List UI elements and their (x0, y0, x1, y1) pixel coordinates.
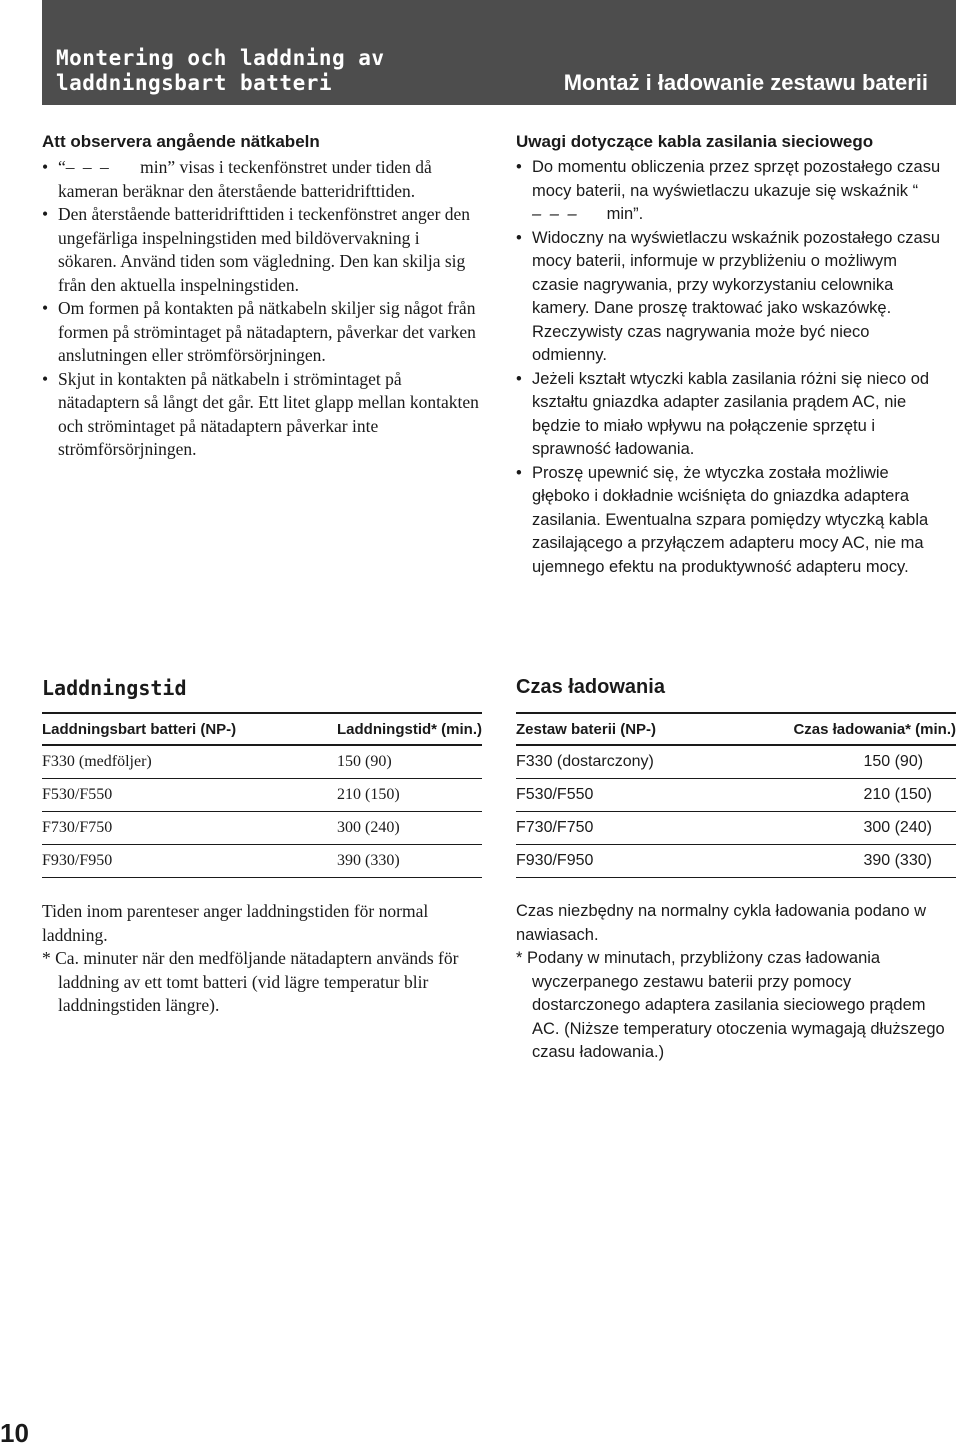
polish-section-title: Montaż i ładowanie zestawu baterii (563, 70, 928, 95)
table-row (516, 745, 956, 779)
footnote: Czas niezbędny na normalny cykla ładowania podano w nawiasach. (516, 902, 926, 944)
battery-cell: F330 (medföljer) (42, 745, 337, 779)
time-cell: 390 (330) (793, 845, 956, 878)
time-cell: 210 (150) (793, 779, 956, 812)
list-item: • “– – – min” visas i teckenfönstret under tiden då kameran beräknar den återstående batteridrifttiden. (42, 156, 482, 203)
table-row (42, 812, 482, 845)
polish-notes-column (516, 130, 946, 579)
table-row (42, 745, 482, 779)
battery-cell: F930/F950 (516, 845, 793, 878)
table-row (516, 812, 956, 845)
list-item: • Skjut in kontakten på nätkabeln i strömintaget på nätadaptern så långt det går. Ett litet glapp mellan kontakten och strömintaget på nätadaptern påverkar inte strömförsörjningen. (42, 368, 482, 462)
table-row (42, 779, 482, 812)
battery-cell: F730/F750 (516, 812, 793, 845)
list-item: • Do momentu obliczenia przez sprzęt pozostałego czasu mocy baterii, na wyświetlaczu ukazuje się wskaźnik “– – – min”. (516, 156, 946, 227)
page-header-bar (42, 0, 956, 105)
dash-indicator: – – – (532, 205, 579, 223)
table-row (42, 845, 482, 878)
list-item: • Om formen på kontakten på nätkabeln skiljer sig något från formen på strömintaget på nätadaptern, påverkar det varken anslutningen eller strömförsörjningen. (42, 297, 482, 368)
list-item: • Proszę upewnić się, że wtyczka została możliwie głęboko i dokładnie wciśnięta do gniazdka adaptera zasilania. Ewentualna szpara pomiędzy wtyczką kabla zasilającego a przyłączem adapteru mocy AC, nie ma ujemnego efektu na produktywność adapteru mocy. (516, 462, 946, 580)
table-row (516, 845, 956, 878)
dash-indicator: – – – (65, 157, 111, 177)
time-cell: 150 (90) (793, 745, 956, 779)
page-number: 10 (0, 1418, 29, 1448)
table-header-row (516, 713, 956, 745)
column-header-battery: Laddningsbart batteri (NP-) (42, 713, 337, 745)
polish-notes-heading: Uwagi dotyczące kabla zasilania sieciowego (516, 132, 874, 151)
time-cell: 150 (90) (337, 745, 482, 779)
swedish-section-title: Montering och laddning av laddningsbart batteri (56, 46, 385, 95)
battery-cell: F530/F550 (42, 779, 337, 812)
column-header-battery: Zestaw baterii (NP-) (516, 713, 793, 745)
polish-charging-table (516, 712, 956, 878)
polish-notes-list (516, 156, 946, 579)
list-item: • Widoczny na wyświetlaczu wskaźnik pozostałego czasu mocy baterii, informuje w przybliżeniu o możliwym czasie nagrywania, przy wykorzystaniu celownika kamery. Dane proszę traktować jako wskazówkę. Rzeczywisty czas nagrywania może być nieco odmienny. (516, 227, 946, 368)
column-header-time: Czas ładowania* (min.) (793, 713, 956, 745)
time-cell: 210 (150) (337, 779, 482, 812)
table-row (516, 779, 956, 812)
time-cell: 300 (240) (337, 812, 482, 845)
time-cell: 300 (240) (793, 812, 956, 845)
swedish-footnotes (42, 900, 482, 1018)
column-header-time: Laddningstid* (min.) (337, 713, 482, 745)
battery-cell: F930/F950 (42, 845, 337, 878)
swedish-notes-column (42, 130, 482, 462)
swedish-charging-time-heading: Laddningstid (42, 676, 187, 700)
list-item: • Jeżeli kształt wtyczki kabla zasilania różni się nieco od kształtu gniazdka adapter zasilania prądem AC, nie będzie to miało wpływu na połączenie sprzętu i sprawność ładowania. (516, 368, 946, 462)
list-item: • Den återstående batteridrifttiden i teckenfönstret anger den ungefärliga inspelningstiden med bildövervakning i sökaren. Använd tiden som vägledning. Den kan skilja sig från den aktuella inspelningstiden. (42, 203, 482, 297)
polish-charging-time-heading: Czas ładowania (516, 676, 665, 698)
polish-footnotes (516, 900, 946, 1065)
time-cell: 390 (330) (337, 845, 482, 878)
battery-cell: F530/F550 (516, 779, 793, 812)
battery-cell: F730/F750 (42, 812, 337, 845)
footnote: Tiden inom parenteser anger laddningstiden för normal laddning. (42, 901, 429, 945)
footnote: * Ca. minuter när den medföljande nätadaptern används för laddning av ett tomt batteri (vid lägre temperatur blir laddningstiden längre). (42, 948, 459, 1015)
swedish-charging-table (42, 712, 482, 878)
swedish-notes-heading: Att observera angående nätkabeln (42, 132, 320, 151)
footnote: * Podany w minutach, przybliżony czas ładowania wyczerpanego zestawu baterii przy pomocy dostarczonego adaptera zasilania sieciowego prądem AC. (Niższe temperatury otoczenia wymagają dłuższego czasu ładowania.) (516, 949, 945, 1061)
battery-cell: F330 (dostarczony) (516, 745, 793, 779)
swedish-notes-list (42, 156, 482, 462)
table-header-row (42, 713, 482, 745)
